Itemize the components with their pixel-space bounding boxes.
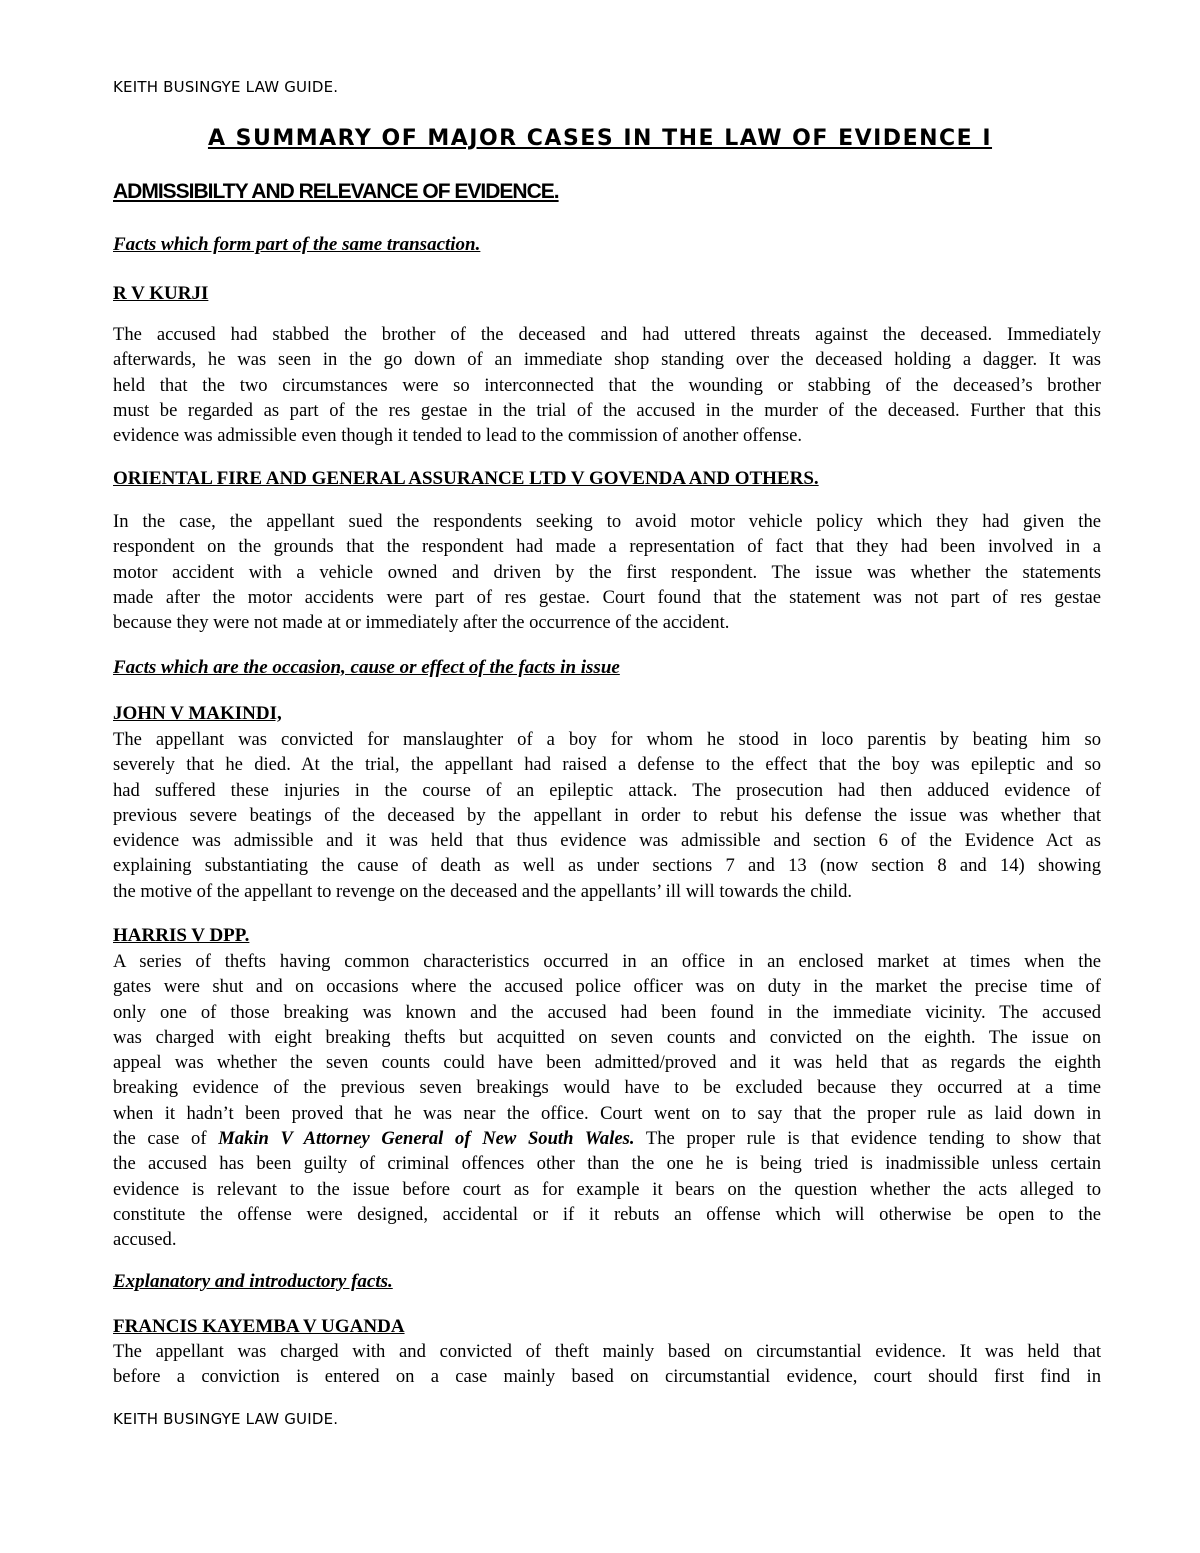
text-line: must be regarded as part of the res gestae in the trial of the accused in the murder of the deceased. Further that this: [113, 399, 1101, 421]
document-title: A SUMMARY OF MAJOR CASES IN THE LAW OF EVIDENCE I: [207, 126, 993, 151]
text-line: A series of thefts having common characteristics occurred in an office in an enclosed market at times when the: [113, 951, 1101, 972]
section-title: ADMISSIBILTY AND RELEVANCE OF EVIDENCE.: [113, 180, 559, 203]
text-line: The appellant was charged with and convicted of theft mainly based on circumstantial evidence. It was held that: [113, 1341, 1101, 1362]
page-header: KEITH BUSINGYE LAW GUIDE.: [113, 78, 339, 96]
text-line: the motive of the appellant to revenge on the deceased and the appellants’ ill will towards the child.: [113, 880, 853, 902]
text-line: appeal was whether the seven counts could have been admitted/proved and it was held that as regards the eighth: [113, 1052, 1101, 1074]
text-line: accused.: [113, 1229, 177, 1251]
text-fragment: The proper rule is that evidence tending to show that: [634, 1128, 1101, 1150]
case-body-kayemba: [113, 1339, 1101, 1390]
text-line: respondent on the grounds that the respondent had made a representation of fact that they had been involved in a: [113, 536, 1101, 558]
text-line: the accused has been guilty of criminal offences other than the one he is being tried is inadmissible unless certain: [113, 1153, 1101, 1175]
text-line: motor accident with a vehicle owned and driven by the first respondent. The issue was whether the statements: [113, 561, 1101, 583]
text-line: was charged with eight breaking thefts but acquitted on seven counts and convicted on the eighth. The issue on: [113, 1026, 1101, 1048]
subheading-explanatory: Explanatory and introductory facts.: [113, 1271, 393, 1292]
page-footer: KEITH BUSINGYE LAW GUIDE.: [113, 1410, 339, 1428]
text-line: constitute the offense were designed, accidental or if it rebuts an offense which will otherwise be open to the: [113, 1203, 1101, 1225]
text-fragment: the case of: [113, 1128, 219, 1150]
text-line: [113, 1126, 1101, 1151]
case-body-kurji: [113, 322, 1101, 448]
text-line: evidence is relevant to the issue before court as for example it bears on the question whether the acts alleged to: [113, 1178, 1101, 1200]
text-line: before a conviction is entered on a case mainly based on circumstantial evidence, court should first find in: [113, 1366, 1101, 1388]
text-line: explaining substantiating the cause of death as well as under sections 7 and 13 (now section 8 and 14) showing: [113, 855, 1101, 877]
text-line: gates were shut and on occasions where the accused police officer was on duty in the market the precise time of: [113, 976, 1101, 998]
cited-case: Makin V Attorney General of New South Wales.: [218, 1128, 635, 1150]
text-line: The appellant was convicted for manslaughter of a boy for whom he stood in loco parentis by beating him so: [113, 729, 1101, 750]
case-body-harris: [113, 949, 1101, 1253]
text-line: held that the two circumstances were so interconnected that the wounding or stabbing of the deceased’s brother: [113, 374, 1101, 396]
text-line: afterwards, he was seen in the go down of an immediate shop standing over the deceased holding a dagger. It was: [113, 349, 1101, 371]
subheading-same-transaction: Facts which form part of the same transaction.: [113, 234, 481, 255]
text-line: only one of those breaking was known and the accused had been found in the immediate vicinity. The accused: [113, 1001, 1101, 1023]
text-line: because they were not made at or immediately after the occurrence of the accident.: [113, 612, 730, 634]
case-title-makindi: JOHN V MAKINDI,: [113, 703, 282, 724]
case-title-kayemba: FRANCIS KAYEMBA V UGANDA: [113, 1316, 405, 1337]
text-line: The accused had stabbed the brother of the deceased and had uttered threats against the deceased. Immediately: [113, 324, 1101, 345]
case-title-kurji: R V KURJI: [113, 283, 209, 304]
text-line: when it hadn’t been proved that he was near the office. Court went on to say that the proper rule as laid down in: [113, 1102, 1101, 1124]
case-title-harris: HARRIS V DPP.: [113, 925, 250, 946]
subheading-occasion-cause-effect: Facts which are the occasion, cause or effect of the facts in issue: [113, 657, 620, 678]
case-title-oriental: ORIENTAL FIRE AND GENERAL ASSURANCE LTD V GOVENDA AND OTHERS.: [113, 468, 819, 489]
text-line: made after the motor accidents were part of res gestae. Court found that the statement was not part of res gestae: [113, 586, 1101, 608]
text-line: In the case, the appellant sued the respondents seeking to avoid motor vehicle policy which they had given the: [113, 511, 1101, 532]
case-body-oriental: [113, 509, 1101, 635]
text-line: previous severe beatings of the deceased by the appellant in order to rebut his defense the issue was whether that: [113, 804, 1101, 826]
text-line: had suffered these injuries in the course of an epileptic attack. The prosecution had then adduced evidence of: [113, 779, 1101, 801]
text-line: severely that he died. At the trial, the appellant had raised a defense to the effect that the boy was epileptic and so: [113, 754, 1101, 776]
text-line: evidence was admissible and it was held that thus evidence was admissible and section 6 of the Evidence Act as: [113, 830, 1101, 852]
case-body-makindi: [113, 727, 1101, 904]
text-line: evidence was admissible even though it tended to lead to the commission of another offense.: [113, 425, 802, 447]
text-line: breaking evidence of the previous seven breakings would have to be excluded because they occurred at a time: [113, 1077, 1101, 1099]
